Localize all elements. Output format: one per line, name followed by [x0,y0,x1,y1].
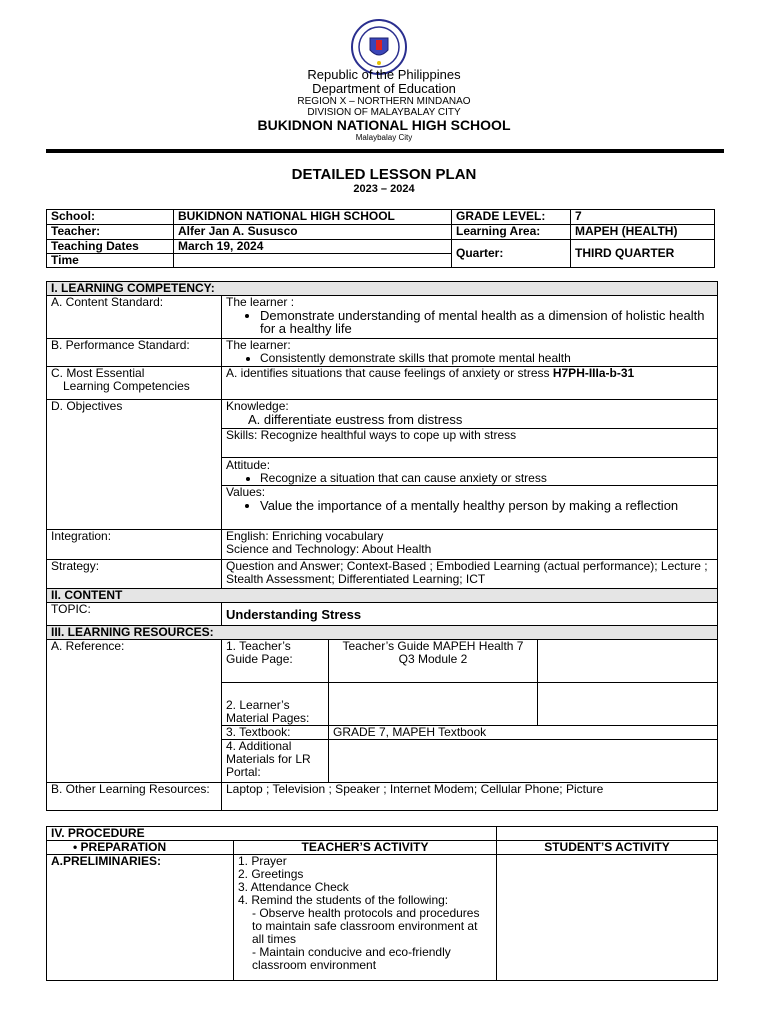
melc-label-line1: C. Most Essential [51,366,145,380]
knowledge-cell [222,400,718,429]
lm-label: 2. Learner’s Material Pages: [222,683,329,726]
values-label: Values: [226,485,266,499]
prelim-sub-2: - Maintain conducive and eco-friendly classroom environment [252,945,451,972]
procedure-heading-empty [497,827,718,841]
skills-cell: Skills: Recognize healthful ways to cope up with stress [222,429,718,458]
prelim-item-2: 2. Greetings [238,867,304,881]
melc-code: H7PH-IIIa-b-31 [552,366,635,380]
preparation-label: • PREPARATION [47,841,234,855]
student-activity-header: STUDENT’S ACTIVITY [497,841,718,855]
integration-science: Science and Technology: About Health [226,542,432,556]
competency-heading: I. LEARNING COMPETENCY: [47,282,718,296]
header-region: REGION X – NORTHERN MINDANAO [297,96,471,107]
strategy-label: Strategy: [47,560,222,589]
quarter-value: THIRD QUARTER [571,240,715,268]
knowledge-item: A. differentiate eustress from distress [248,412,463,427]
resources-heading: III. LEARNING RESOURCES: [47,626,718,640]
melc-label-line2: Learning Competencies [63,379,190,393]
area-value: MAPEH (HEALTH) [571,225,715,240]
melc-label [47,367,222,400]
prelim-sub-1: - Observe health protocols and procedures to maintain safe classroom environment at all times [252,906,480,946]
preliminaries-cell [234,855,497,981]
content-heading: II. CONTENT [47,589,718,603]
header-department: Department of Education [312,81,456,96]
preliminaries-label: A.PRELIMINARIES: [47,855,234,981]
melc-cell [222,367,718,400]
time-label: Time [47,254,174,268]
procedure-table [46,826,718,981]
teacher-label: Teacher: [47,225,174,240]
melc-text: A. identifies situations that cause feelings of anxiety or stress [226,366,553,380]
info-table [46,209,715,268]
school-value: BUKIDNON NATIONAL HIGH SCHOOL [174,210,452,225]
dates-value: March 19, 2024 [174,240,452,254]
attitude-label: Attitude: [226,458,271,472]
lesson-table [46,281,718,811]
other-value: Laptop ; Television ; Speaker ; Internet Modem; Cellular Phone; Picture [222,783,718,811]
prelim-item-4: 4. Remind the students of the following: [238,893,449,907]
grade-value: 7 [571,210,715,225]
values-bullet: • Value the importance of a mentally healthy person by making a reflection [260,499,713,512]
dates-label: Teaching Dates [47,240,174,254]
grade-label: GRADE LEVEL: [452,210,571,225]
tb-label: 3. Textbook: [222,726,329,740]
reference-label: A. Reference: [47,640,222,783]
header-division: DIVISION OF MALAYBALAY CITY [307,107,461,118]
student-activity-cell [497,855,718,981]
prelim-item-3: 3. Attendance Check [238,880,349,894]
content-standard-cell [222,296,718,339]
area-label: Learning Area: [452,225,571,240]
header-city: Malaybalay City [355,133,413,142]
values-cell [222,486,718,530]
school-label: School: [47,210,174,225]
teacher-value: Alfer Jan A. Sususco [174,225,452,240]
objectives-label: D. Objectives [47,400,222,530]
teacher-activity-header: TEACHER’S ACTIVITY [234,841,497,855]
tg-extra [538,640,718,683]
page-title: DETAILED LESSON PLAN [291,166,477,183]
topic-label: TOPIC: [47,603,222,626]
quarter-label: Quarter: [452,240,571,268]
performance-standard-label: B. Performance Standard: [47,339,222,367]
performance-standard-cell [222,339,718,367]
content-standard-label: A. Content Standard: [47,296,222,339]
topic-value: Understanding Stress [222,603,718,626]
preparation-text: PREPARATION [80,840,167,854]
tg-value: Teacher’s Guide MAPEH Health 7 Q3 Module 2 [329,640,538,683]
knowledge-label: Knowledge: [226,399,289,413]
lm-extra [538,683,718,726]
header-school: BUKIDNON NATIONAL HIGH SCHOOL [257,117,511,133]
strategy-text: Question and Answer; Context-Based ; Embodied Learning (actual performance); Lecture ; Stealth Assessment; Differentiated Learning; ICT [222,560,718,589]
procedure-heading: IV. PROCEDURE [47,827,497,841]
header-divider [46,149,724,153]
other-label: B. Other Learning Resources: [47,783,222,811]
performance-standard-intro: The learner: [226,338,291,352]
prelim-item-1: 1. Prayer [238,854,287,868]
am-label: 4. Additional Materials for LR Portal: [222,740,329,783]
am-value [329,740,718,783]
content-standard-bullet: • Demonstrate understanding of mental health as a dimension of holistic health for a healthy life [260,309,713,335]
school-year: 2023 – 2024 [353,183,415,195]
attitude-cell [222,458,718,486]
tg-label: 1. Teacher’s Guide Page: [222,640,329,683]
attitude-bullet: • Recognize a situation that can cause anxiety or stress [260,472,713,485]
time-value [174,254,452,268]
integration-english: English: Enriching vocabulary [226,529,384,543]
performance-standard-bullet: • Consistently demonstrate skills that promote mental health [260,352,713,365]
integration-label: Integration: [47,530,222,560]
lm-value [329,683,538,726]
integration-cell [222,530,718,560]
header-republic: Republic of the Philippines [307,67,461,82]
tb-value: GRADE 7, MAPEH Textbook [329,726,718,740]
content-standard-intro: The learner : [226,295,295,309]
